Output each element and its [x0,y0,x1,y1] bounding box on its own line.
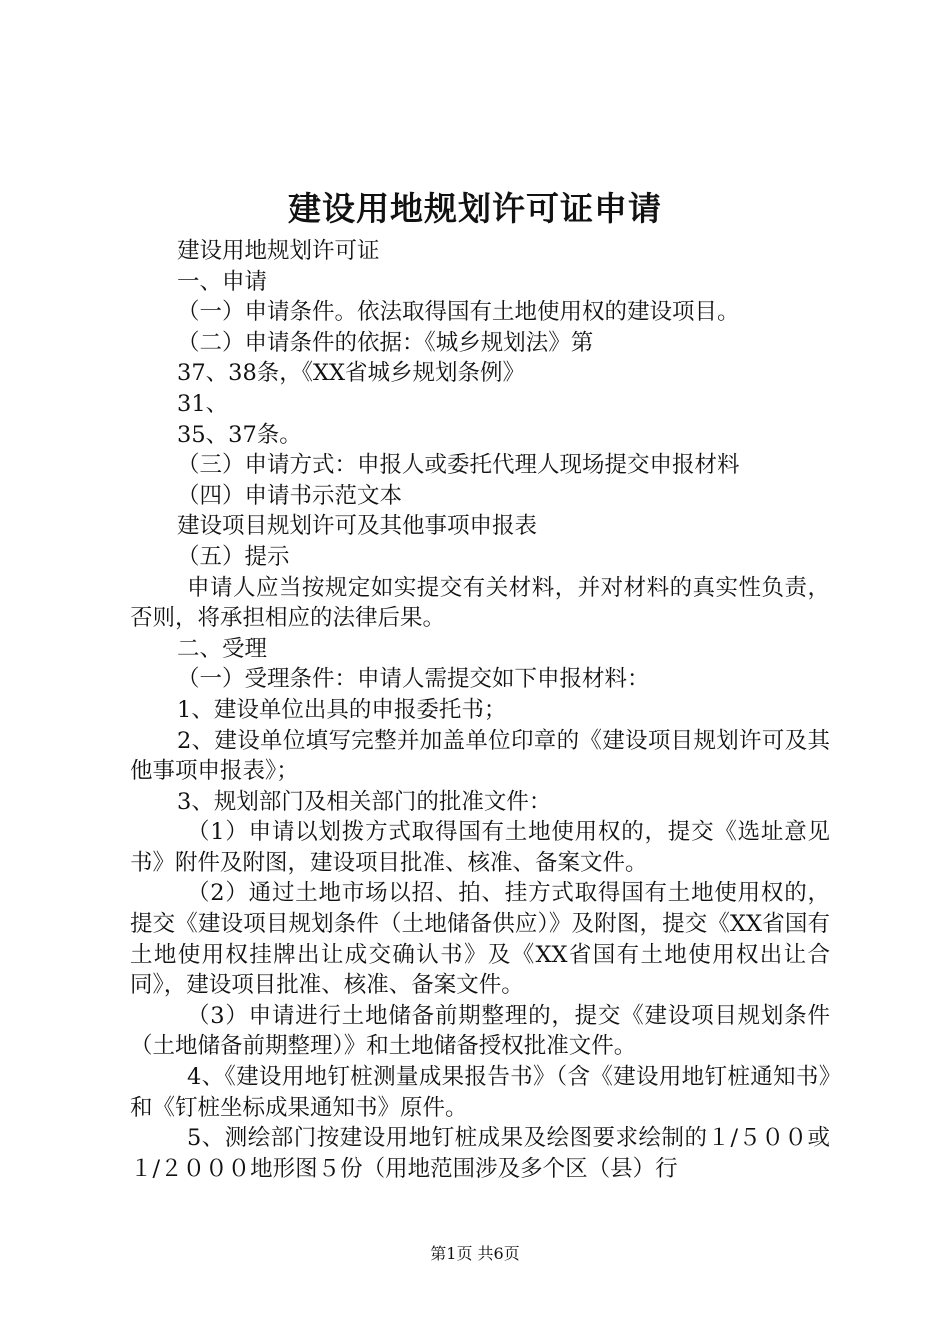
paragraph: （一）申请条件。依法取得国有土地使用权的建设项目。 [177,299,740,326]
page-number: 第1页 共6页 [430,1244,520,1263]
list-item: 3、规划部门及相关部门的批准文件： [177,788,552,815]
list-item: 2、建设单位填写完整并加盖单位印章的《建设项目规划许可及其他事项申报表》； [130,727,830,785]
paragraph: 建设项目规划许可及其他事项申报表 [177,513,538,540]
paragraph: 申请人应当按规定如实提交有关材料，并对材料的真实性负责，否则，将承担相应的法律后果。 [130,574,830,632]
paragraph: （四）申请书示范文本 [177,482,403,509]
document-body [130,236,830,1184]
list-item: 1、建设单位出具的申报委托书； [177,696,507,723]
list-item: 4、《建设用地钉桩测量成果报告书》（含《建设用地钉桩通知书》和《钉桩坐标成果通知书》原件。 [130,1064,830,1121]
paragraph: 37、38条，《XX省城乡规划条例》 [177,360,526,387]
document-title: 建设用地规划许可证申请 [288,189,662,228]
paragraph: （三）申请方式：申报人或委托代理人现场提交申报材料 [177,452,740,479]
paragraph: （二）申请条件的依据：《城乡规划法》第 [177,329,594,356]
list-item: （3）申请进行土地储备前期整理的，提交《建设项目规划条件（土地储备前期整理）》和土地储备授权批准文件。 [130,1002,830,1060]
paragraph: （五）提示 [177,543,290,570]
paragraph: （一）受理条件：申请人需提交如下申报材料： [177,666,650,693]
paragraph: 31、 [177,390,229,417]
list-item: 5、测绘部门按建设用地钉桩成果及绘图要求绘制的１/５００或１/２０００地形图５份（用地范围涉及多个区（县）行 [130,1125,830,1182]
paragraph-heading: 建设用地规划许可证 [177,238,380,264]
list-item: （1）申请以划拨方式取得国有土地使用权的，提交《选址意见书》附件及附图，建设项目批准、核准、备案文件。 [130,819,830,876]
section-heading: 二、受理 [177,635,268,662]
section-heading: 一、申请 [177,268,268,295]
paragraph: 35、37条。 [177,421,302,448]
list-item: （2）通过土地市场以招、拍、挂方式取得国有土地使用权的，提交《建设项目规划条件（土地储备供应）》及附图，提交《XX省国有土地使用权挂牌出让成交确认书》及《XX省国有土地使用权出让合同》，建设项目批准、核准、备案文件。 [130,880,830,999]
